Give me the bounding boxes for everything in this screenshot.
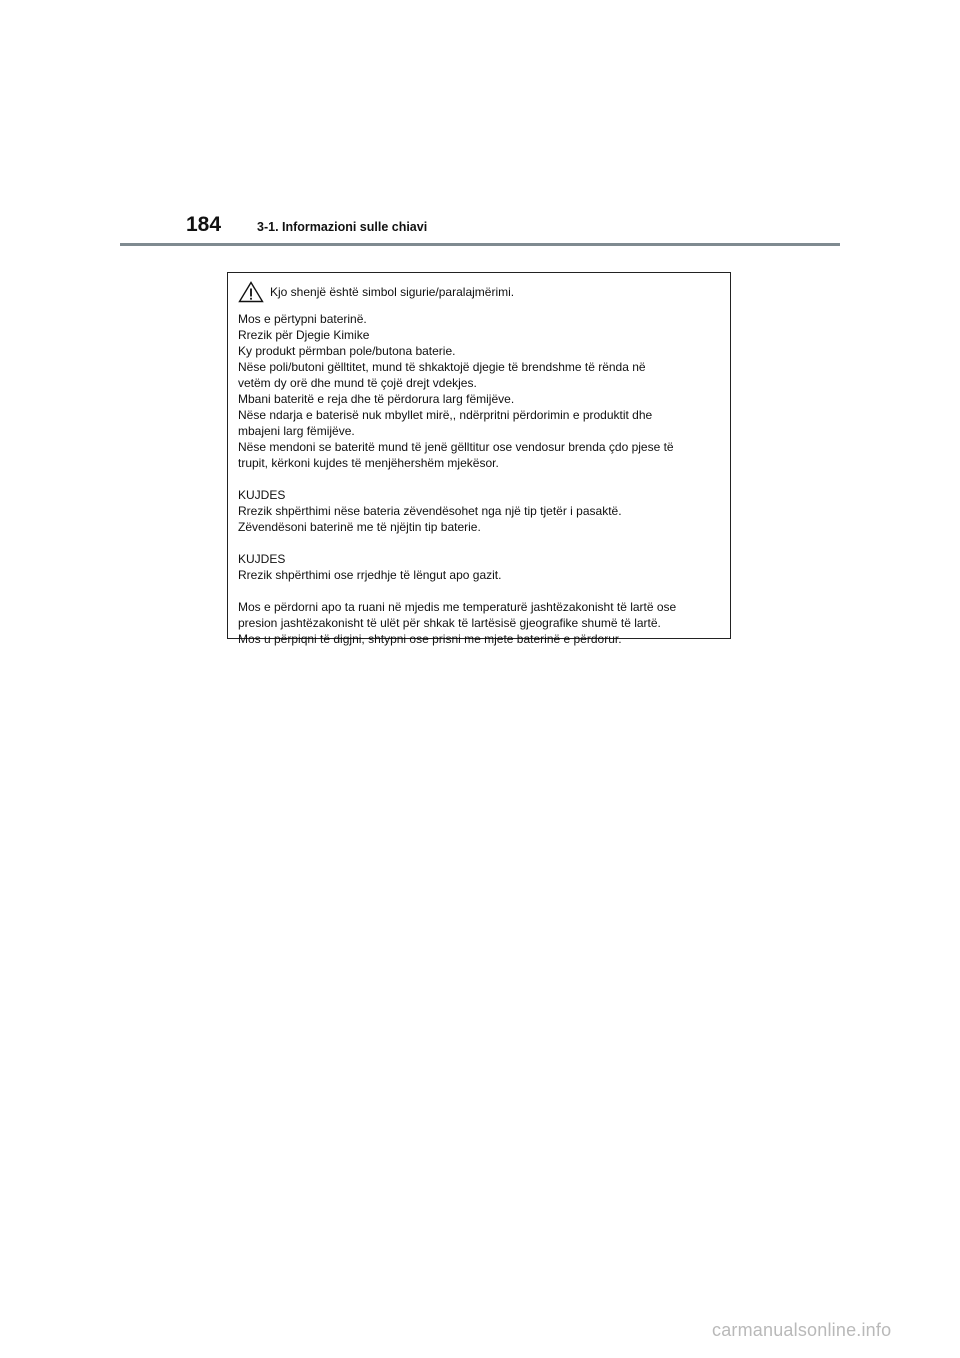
warning-line: Mbani bateritë e reja dhe të përdorura larg fëmijëve. <box>238 392 515 406</box>
warning-line: trupit, kërkoni kujdes të menjëhershëm mjekësor. <box>238 456 499 470</box>
warning-line: Rrezik për Djegie Kimike <box>238 328 370 342</box>
page-number: 184 <box>186 213 222 236</box>
warning-line: Rrezik shpërthimi ose rrjedhje të lëngut apo gazit. <box>238 568 502 582</box>
header-rule <box>120 243 840 246</box>
caution-label: KUJDES <box>238 552 286 566</box>
warning-line: Mos e përtypni baterinë. <box>238 312 367 326</box>
warning-line: Mos u përpiqni të digjni, shtypni ose prisni me mjete baterinë e përdorur. <box>238 632 622 646</box>
warning-line: mbajeni larg fëmijëve. <box>238 424 355 438</box>
warning-line: Nëse poli/butoni gëlltitet, mund të shkaktojë djegie të brendshme të rënda në <box>238 360 646 374</box>
warning-line: Rrezik shpërthimi nëse bateria zëvendësohet nga një tip tjetër i pasaktë. <box>238 504 622 518</box>
section-title: 3-1. Informazioni sulle chiavi <box>257 220 428 234</box>
warning-triangle-icon <box>238 281 264 303</box>
warning-line: Mos e përdorni apo ta ruani në mjedis me temperaturë jashtëzakonisht të lartë ose <box>238 600 677 614</box>
warning-line: Zëvendësoni baterinë me të njëjtin tip baterie. <box>238 520 481 534</box>
warning-line: Nëse mendoni se bateritë mund të jenë gëlltitur ose vendosur brenda çdo pjese të <box>238 440 674 454</box>
warning-line: Ky produkt përmban pole/butona baterie. <box>238 344 456 358</box>
caution-label: KUJDES <box>238 488 286 502</box>
warning-line: Nëse ndarja e baterisë nuk mbyllet mirë,, ndërpritni përdorimin e produktit dhe <box>238 408 653 422</box>
warning-line: presion jashtëzakonisht të ulët për shkak të lartësisë gjeografike shumë të lartë. <box>238 616 661 630</box>
warning-box <box>227 272 731 646</box>
warning-title: Kjo shenjë është simbol sigurie/paralajmërimi. <box>270 285 515 299</box>
warning-line: vetëm dy orë dhe mund të çojë drejt vdekjes. <box>238 376 477 390</box>
watermark: carmanualsonline.info <box>712 1320 892 1340</box>
warning-heading <box>238 281 720 303</box>
